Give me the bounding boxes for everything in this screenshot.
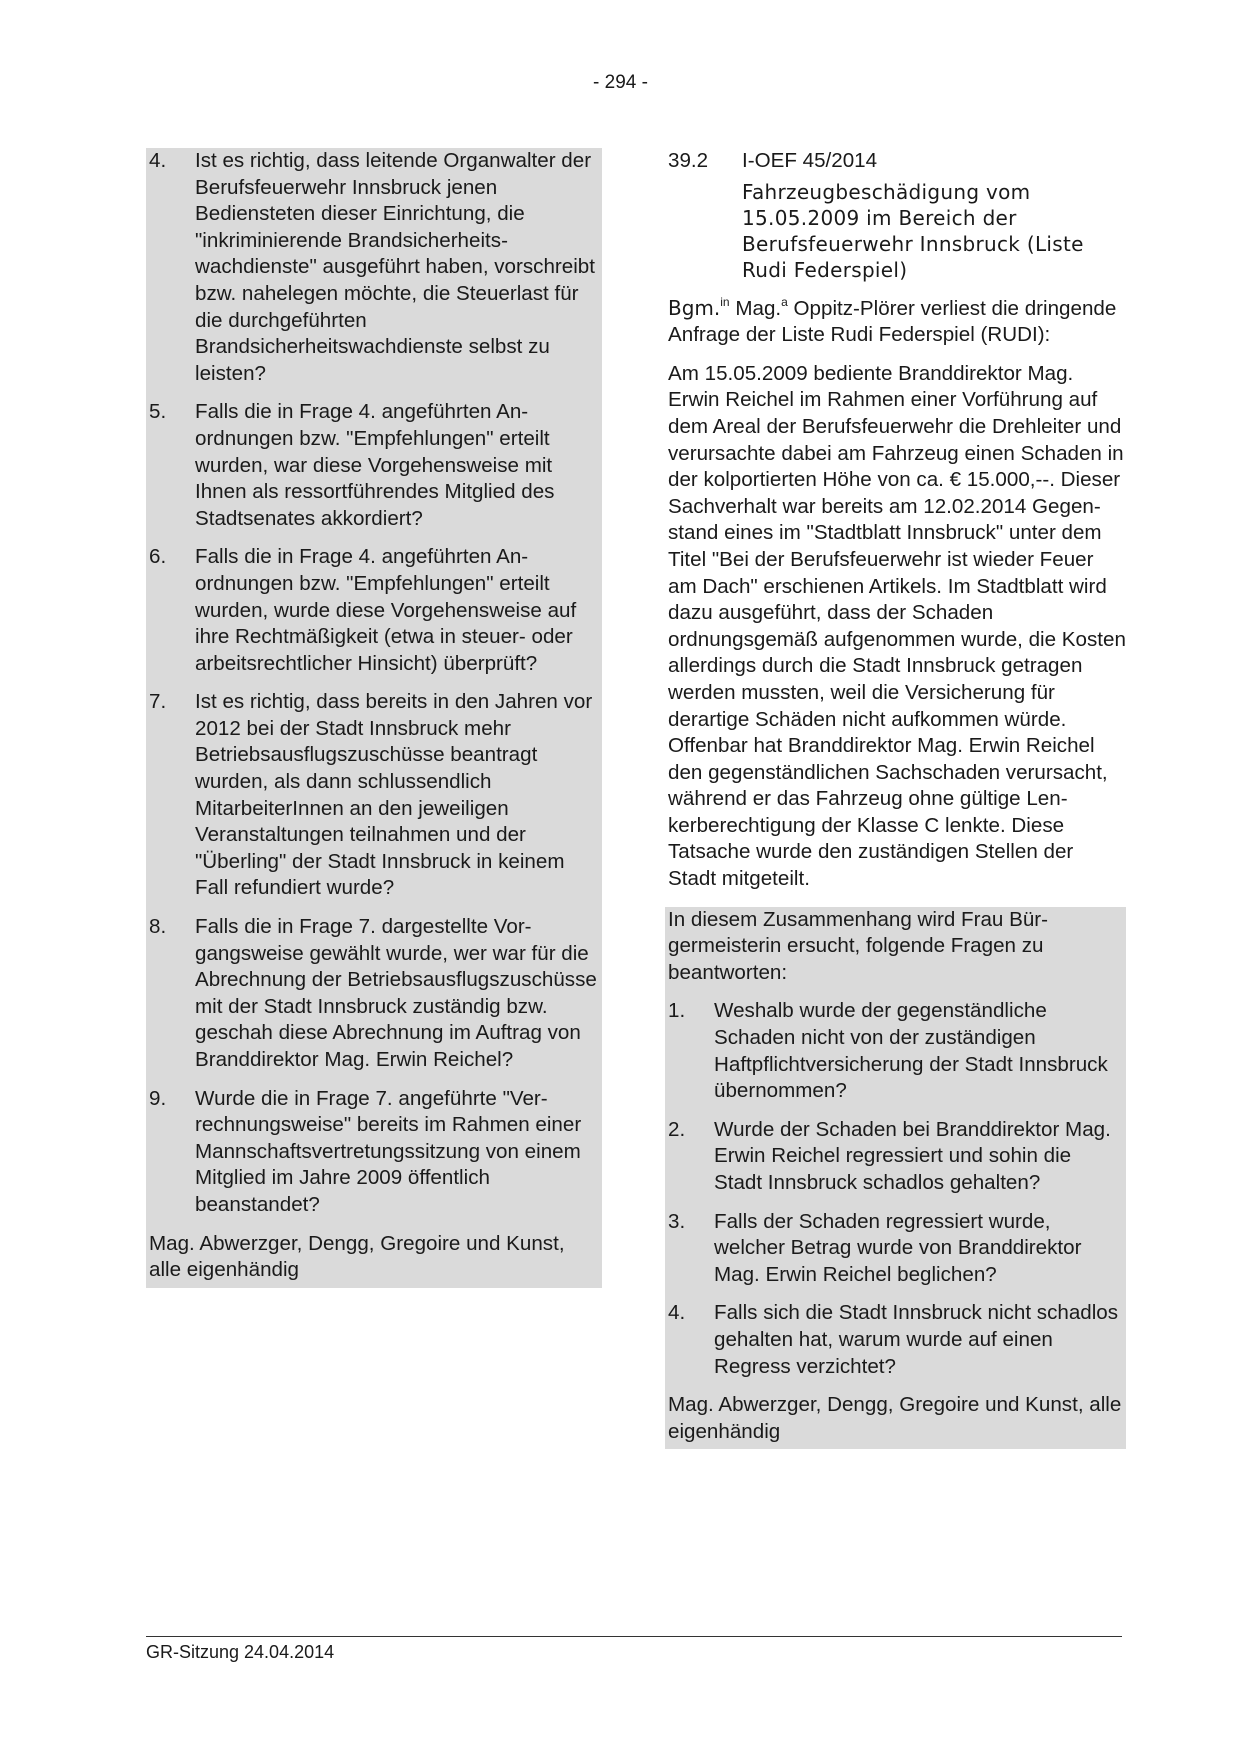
question-item bbox=[668, 1117, 1123, 1197]
right-shaded-block bbox=[665, 907, 1126, 1450]
question-item bbox=[149, 689, 599, 902]
body-paragraph: Am 15.05.2009 bediente Branddirektor Mag. Erwin Reichel im Rahmen einer Vorführung auf dem Areal der Berufsfeuerwehr die Drehleiter und verursachte dabei am Fahrzeug einen Schaden in der kolportierten Höhe von ca. € 15.000,--. Dieser Sachverhalt war bereits am 12.02.2014 Gegenstand eines im "Stadtblatt Innsbruck" unter dem Titel "Bei der Berufsfeuerwehr ist wieder Feuer am Dach" erschienen Artikels. Im Stadtblatt wird dazu ausgeführt, dass der Schaden ordnungsgemäß aufgenommen wurde, die Kosten allerdings durch die Stadt Innsbruck getragen werden mussten, weil die Versicherung für derartige Schäden nicht aufkommen würde. Offenbar hat Branddirektor Mag. Erwin Reichel den gegenständlichen Sachschaden verursacht, während er das Fahrzeug ohne gültige Lenkerberechtigung der Klasse C lenkte. Diese Tatsache wurde den zuständigen Stellen der Stadt mitgeteilt. bbox=[668, 361, 1126, 891]
agenda-item-subject: Fahrzeugbeschädigung vom 15.05.2009 im Bereich der Berufsfeuerwehr Innsbruck (Liste Rudi Federspiel) bbox=[742, 179, 1084, 282]
question-text: Falls die in Frage 4. angeführten Anordnungen bzw. "Empfehlungen" erteilt wurden, war diese Vorgehensweise mit Ihnen als ressortführendes Mitglied des Stadtsenates akkordiert? bbox=[195, 400, 555, 530]
question-text: Ist es richtig, dass bereits in den Jahren vor 2012 bei der Stadt Innsbruck mehr Betriebsausflugszuschüsse beantragt wurden, als dann schlussendlich MitarbeiterInnen an den jeweiligen Veranstaltungen teilnahmen und der "Überling" der Stadt Innsbruck in keinem Fall refundiert wurde? bbox=[195, 690, 593, 900]
question-item bbox=[668, 998, 1123, 1104]
question-number: 3. bbox=[668, 1209, 686, 1233]
intro-sup-in: in bbox=[720, 294, 730, 309]
question-item bbox=[149, 148, 599, 387]
agenda-item-heading bbox=[668, 148, 1126, 175]
question-text: Wurde die in Frage 7. angeführte "Verrechnungsweise" bereits im Rahmen einer Mannschaftsvertretungssitzung von einem Mitglied im Jahre 2009 öffentlich beanstandet? bbox=[195, 1086, 582, 1216]
intro-sup-a: a bbox=[781, 294, 788, 309]
signers: Mag. Abwerzger, Dengg, Gregoire und Kunst, alle eigenhändig bbox=[668, 1393, 1122, 1443]
question-text: Falls sich die Stadt Innsbruck nicht schadlos gehalten hat, warum wurde auf einen Regress verzichtet? bbox=[714, 1301, 1119, 1378]
question-item bbox=[149, 544, 599, 677]
footer-text: GR-Sitzung 24.04.2014 bbox=[146, 1642, 335, 1662]
question-number: 5. bbox=[149, 400, 167, 424]
intro-title-mag: Mag. bbox=[729, 296, 782, 320]
question-text: Ist es richtig, dass leitende Organwalter der Berufsfeuerwehr Innsbruck jenen Bediensteten dieser Einrichtung, die "inkriminierende Brandsicherheitswachdienste" ausgeführt haben, vorschreibt bzw. nahelegen möchte, die Steuerlast für die durchgeführten Brandsicherheitswachdienste selbst zu leisten? bbox=[195, 149, 595, 385]
question-number: 7. bbox=[149, 690, 167, 714]
question-text: Wurde der Schaden bei Branddirektor Mag. Erwin Reichel regressiert und sohin die Stadt Innsbruck schadlos gehalten? bbox=[714, 1117, 1111, 1194]
question-text: Falls der Schaden regressiert wurde, welcher Betrag wurde von Branddirektor Mag. Erwin Reichel beglichen? bbox=[714, 1209, 1082, 1286]
question-number: 9. bbox=[149, 1086, 167, 1110]
question-number: 4. bbox=[149, 149, 167, 172]
intro-paragraph bbox=[668, 295, 1126, 349]
left-shaded-block bbox=[146, 148, 602, 1288]
questions-lead: In diesem Zusammenhang wird Frau Bürgermeisterin ersucht, folgende Fragen zu beantworten: bbox=[668, 907, 1048, 984]
question-number: 6. bbox=[149, 545, 167, 569]
question-text: Falls die in Frage 7. dargestellte Vorgangsweise gewählt wurde, wer war für die Abrechnung der Betriebsausflugszuschüsse mit der Stadt Innsbruck zuständig bzw. geschah diese Abrechnung im Auftrag von Branddirektor Mag. Erwin Reichel? bbox=[195, 915, 597, 1071]
right-column bbox=[668, 148, 1126, 1449]
question-item bbox=[668, 1300, 1123, 1380]
question-number: 8. bbox=[149, 915, 167, 939]
question-text: Weshalb wurde der gegenständliche Schaden nicht von der zuständigen Haftpflichtversicherung der Stadt Innsbruck übernommen? bbox=[714, 999, 1108, 1103]
left-column bbox=[146, 148, 602, 1288]
question-item bbox=[149, 914, 599, 1074]
question-text: Falls die in Frage 4. angeführten Anordnungen bzw. "Empfehlungen" erteilt wurden, wurde diese Vorgehensweise auf ihre Rechtmäßigkeit (etwa in steuer- oder arbeitsrechtlicher Hinsicht) überprüft? bbox=[195, 545, 577, 675]
question-item bbox=[149, 1086, 599, 1219]
intro-title-bgm: Bgm. bbox=[668, 295, 721, 320]
agenda-item-code: I-OEF 45/2014 bbox=[742, 149, 878, 172]
question-number: 2. bbox=[668, 1117, 686, 1141]
question-item bbox=[668, 1209, 1123, 1289]
question-number: 1. bbox=[668, 999, 686, 1023]
signers: Mag. Abwerzger, Dengg, Gregoire und Kunst, alle eigenhändig bbox=[149, 1231, 565, 1282]
footer-divider bbox=[146, 1636, 1122, 1637]
question-item bbox=[149, 399, 599, 532]
question-number: 4. bbox=[668, 1301, 686, 1325]
agenda-item-number: 39.2 bbox=[668, 149, 709, 172]
intro-rest: Oppitz-Plörer verliest die dringende Anfrage der Liste Rudi Federspiel (RUDI): bbox=[668, 296, 1117, 347]
page-number: - 294 - bbox=[593, 72, 648, 93]
